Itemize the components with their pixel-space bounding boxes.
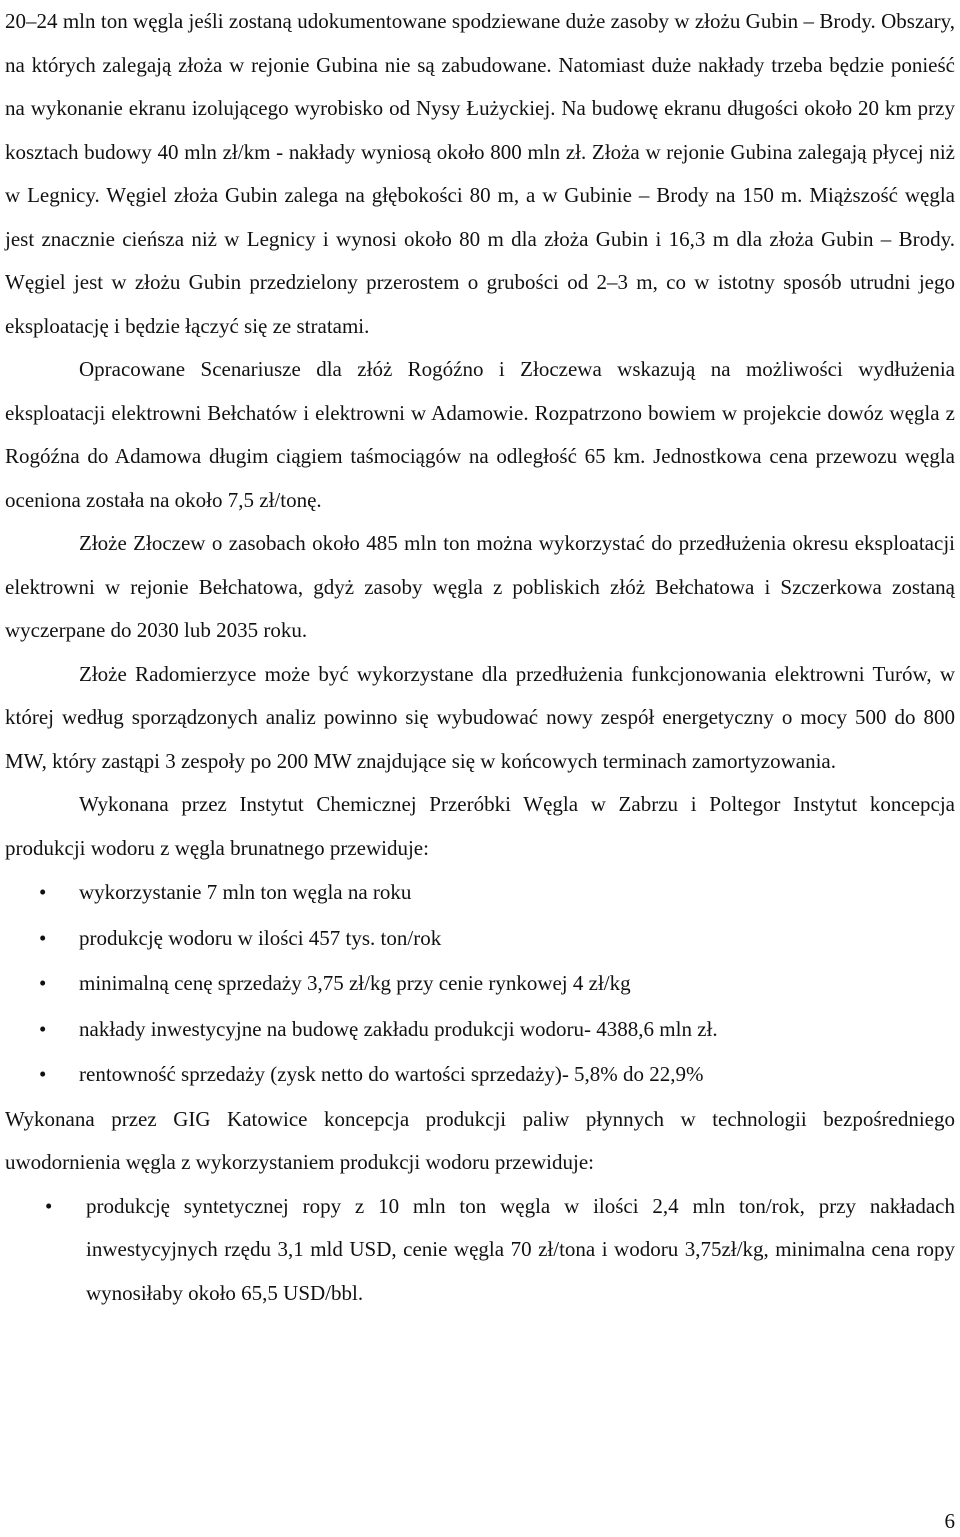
bullet-icon: • xyxy=(45,1193,53,1218)
paragraph-gig: Wykonana przez GIG Katowice koncepcja produkcji paliw płynnych w technologii bezpośredniego uwodornienia węgla z wykorzystaniem produkcji wodoru przewiduje: xyxy=(5,1106,955,1175)
bullet-icon: • xyxy=(39,925,47,950)
hydrogen-concept-list xyxy=(5,870,955,1098)
list-item xyxy=(5,1185,955,1316)
bullet-icon: • xyxy=(39,880,47,904)
bullet-icon: • xyxy=(39,1062,47,1087)
page-number: 6 xyxy=(944,1509,955,1533)
list-item-text: nakłady inwestycyjne na budowę zakładu produkcji wodoru- 4388,6 mln zł. xyxy=(79,1016,718,1041)
paragraph-zloczew: Złoże Złoczew o zasobach około 485 mln ton można wykorzystać do przedłużenia okresu eksploatacji elektrowni w rejonie Bełchatowa, gdyż zasoby węgla z pobliskich złóż Bełchatowa i Szczerkowa zostaną wyczerpane do 2030 lub 2035 roku. xyxy=(5,531,955,642)
list-item xyxy=(5,916,955,962)
bullet-icon: • xyxy=(39,1016,47,1041)
list-item xyxy=(5,1007,955,1053)
list-item xyxy=(5,1052,955,1098)
list-item-text: rentowność sprzedaży (zysk netto do wartości sprzedaży)- 5,8% do 22,9% xyxy=(79,1062,704,1087)
liquid-fuel-concept-list xyxy=(5,1185,955,1316)
paragraph-gubin: 20–24 mln ton węgla jeśli zostaną udokumentowane spodziewane duże zasoby w złożu Gubin – Brody. Obszary, na których zalegają złoża w rejonie Gubina nie są zabudowane. Natomiast duże nakłady trzeba będzie ponieść na wykonanie ekranu izolującego wyrobisko od Nysy Łużyckiej. Na budowę ekranu długości około 20 km przy kosztach budowy 40 mln zł/km - nakłady wyniosą około 800 mln zł. Złoża w rejonie Gubina zalegają płycej niż w Legnicy. Węgiel złoża Gubin zalega na głębokości 80 m, a w Gubinie – Brody na 150 m. Miąższość węgla jest znacznie cieńsza niż w Legnicy i wynosi około 80 m dla złoża Gubin i 16,3 m dla złoża Gubin – Brody. Węgiel jest w złożu Gubin przedzielony przerostem o grubości od 2–3 m, co w istotny sposób utrudni jego eksploatację i będzie łączyć się ze stratami. xyxy=(5,9,955,338)
paragraph-radomierzyce: Złoże Radomierzyce może być wykorzystane dla przedłużenia funkcjonowania elektrowni Turów, w której według sporządzonych analiz powinno się wybudować nowy zespół energetyczny o mocy 500 do 800 MW, który zastąpi 3 zespoły po 200 MW znajdujące się w końcowych terminach zamortyzowania. xyxy=(5,661,955,773)
list-item-text: wykorzystanie 7 mln ton węgla na roku xyxy=(79,880,412,904)
list-item xyxy=(5,870,955,916)
bullet-icon: • xyxy=(39,971,47,996)
list-item-text: minimalną cenę sprzedaży 3,75 zł/kg przy cenie rynkowej 4 zł/kg xyxy=(79,971,631,996)
paragraph-ichpw: Wykonana przez Instytut Chemicznej Przeróbki Węgla w Zabrzu i Poltegor Instytut koncepcja produkcji wodoru z węgla brunatnego przewiduje: xyxy=(5,792,955,860)
list-item-text: produkcję syntetycznej ropy z 10 mln ton węgla w ilości 2,4 mln ton/rok, przy nakładach inwestycyjnych rzędu 3,1 mld USD, cenie węgla 70 zł/tona i wodoru 3,75zł/kg, minimalna cena ropy wynosiłaby około 65,5 USD/bbl. xyxy=(86,1193,955,1305)
list-item xyxy=(5,961,955,1007)
list-item-text: produkcję wodoru w ilości 457 tys. ton/rok xyxy=(79,925,442,950)
document-page xyxy=(5,0,955,1315)
paragraph-rogozno-zloczew: Opracowane Scenariusze dla złóż Rogóźno i Złoczewa wskazują na możliwości wydłużenia eksploatacji elektrowni Bełchatów i elektrowni w Adamowie. Rozpatrzono bowiem w projekcie dowóz węgla z Rogóźna do Adamowa długim ciągiem taśmociągów na odległość 65 km. Jednostkowa cena przewozu węgla oceniona została na około 7,5 zł/tonę. xyxy=(5,357,955,512)
